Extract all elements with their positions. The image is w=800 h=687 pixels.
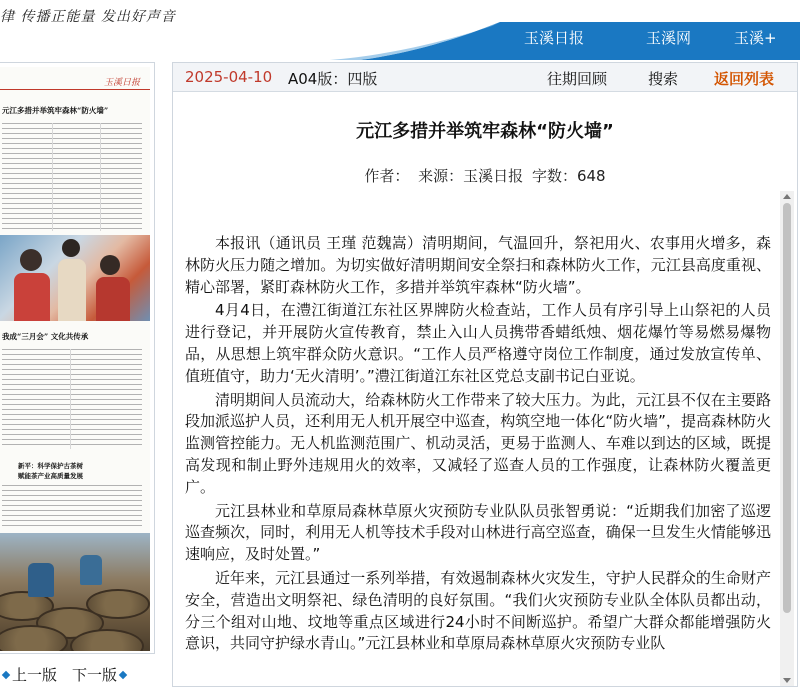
article-info-bar <box>173 63 797 92</box>
paper-headline-2[interactable]: 我成“三月会” 文化共传承 <box>2 332 89 341</box>
article-paragraph: 近年来，元江县通过一系列举措，有效遏制森林火灾发生，守护人民群众的生命财产安全，营造出文明祭祀、绿色清明的良好氛围。“我们火灾预防专业队全体队员都出动，分三个组对山地、坟地等重点区域进行24小时不间断巡护。希望广大群众都能增强防火意识，共同守护绿水青山。”元江县林业和草原局森林草原火灾预防专业队 <box>185 568 771 653</box>
paper-photo-tea-drying <box>0 533 150 651</box>
paper-text-block <box>2 123 142 231</box>
paper-column-divider <box>70 349 71 449</box>
site-header <box>0 0 800 60</box>
site-slogan: 律 传播正能量 发出好声音 <box>0 9 176 25</box>
paper-column-divider <box>52 123 53 231</box>
issue-date: 2025-04-10 <box>185 68 273 86</box>
back-to-list-link[interactable]: 返回列表 <box>714 70 775 88</box>
article-paragraph: 本报讯（通讯员 王瑾 范魏嵩）清明期间，气温回升，祭祀用火、农事用火增多，森林防火压力随之增加。为切实做好清明期间安全祭扫和森林防火工作，元江县高度重视、精心部署，紧盯森林防火工作，多措并举筑牢森林“防火墙”。 <box>185 234 771 296</box>
paper-headline-3[interactable]: 新平：科学保护古茶树 <box>18 462 83 470</box>
paper-rule <box>0 89 150 90</box>
scrollbar-thumb[interactable] <box>783 203 791 613</box>
byline-word-count: 字数：648 <box>531 167 606 185</box>
newspaper-page-thumbnail[interactable] <box>0 67 150 651</box>
paper-text-block <box>2 349 142 449</box>
paper-headline-1[interactable]: 元江多措并举筑牢森林“防火墙” <box>2 106 109 115</box>
prev-page-link[interactable] <box>0 664 57 685</box>
diamond-bullet-icon <box>119 670 127 678</box>
article-paragraph: 元江县林业和草原局森林草原火灾预防专业队队员张智勇说：“近期我们加密了巡逻巡查频次，同时，利用无人机等技术手段对山林进行高空巡查，确保一旦发生火情能够迅速响应，及时处置。” <box>185 501 771 564</box>
article-title: 元江多措并举筑牢森林“防火墙” <box>356 121 614 142</box>
byline-source: 来源：玉溪日报 <box>418 167 524 185</box>
article-paragraph: 清明期间人员流动大，给森林防火工作带来了较大压力。为此，元江县不仅在主要路段加派巡护人员，还利用无人机开展空中巡查，构筑空地一体化“防火墙”，提高森林防火监测管控能力。无人机监测范围广、机动灵活，更易于监测人、车难以到达的区域，既提高发现和制止野外违规用火的效率，又减轻了巡查人员的工作强度，让森林防火覆盖更广。 <box>185 390 771 496</box>
nav-yuxi-net[interactable]: 玉溪网 <box>646 29 692 47</box>
scroll-down-arrow-icon[interactable] <box>783 678 791 683</box>
edition-label: A04版：四版 <box>288 70 378 88</box>
paper-headline-4[interactable]: 赋能茶产业高质量发展 <box>18 472 83 480</box>
newspaper-page-frame <box>0 62 155 654</box>
nav-yuxi-plus[interactable]: 玉溪+ <box>734 29 777 47</box>
article-body <box>185 233 771 685</box>
paper-column-divider <box>100 123 101 231</box>
article-scrollbar[interactable] <box>780 191 794 686</box>
byline-author: 作者： <box>364 167 410 185</box>
archive-link[interactable]: 往期回顾 <box>547 70 608 88</box>
search-link[interactable]: 搜索 <box>648 70 679 88</box>
next-page-label: 下一版 <box>72 666 118 684</box>
paper-text-block <box>2 485 142 529</box>
paper-masthead: 玉溪日报 <box>103 78 140 88</box>
article-panel <box>172 62 798 687</box>
prev-page-label: 上一版 <box>12 666 58 684</box>
nav-yuxi-daily[interactable]: 玉溪日报 <box>524 29 585 47</box>
article-paragraph: 4月4日，在澧江街道江东社区界牌防火检查站，工作人员有序引导上山祭祀的人员进行登记，并开展防火宣传教育，禁止入山人员携带香蜡纸烛、烟花爆竹等易燃易爆物品，从思想上筑牢群众防火意识。“工作人员严格遵守岗位工作制度，通过发放宣传单、值班值守，助力‘无火清明’。”澧江街道江东社区党总支副书记白亚说。 <box>185 301 771 385</box>
next-page-link[interactable] <box>72 664 129 685</box>
article-byline <box>173 165 797 186</box>
page-pager <box>0 664 160 684</box>
scroll-up-arrow-icon[interactable] <box>783 194 791 199</box>
diamond-bullet-icon <box>2 670 10 678</box>
paper-photo-festival <box>0 235 150 321</box>
